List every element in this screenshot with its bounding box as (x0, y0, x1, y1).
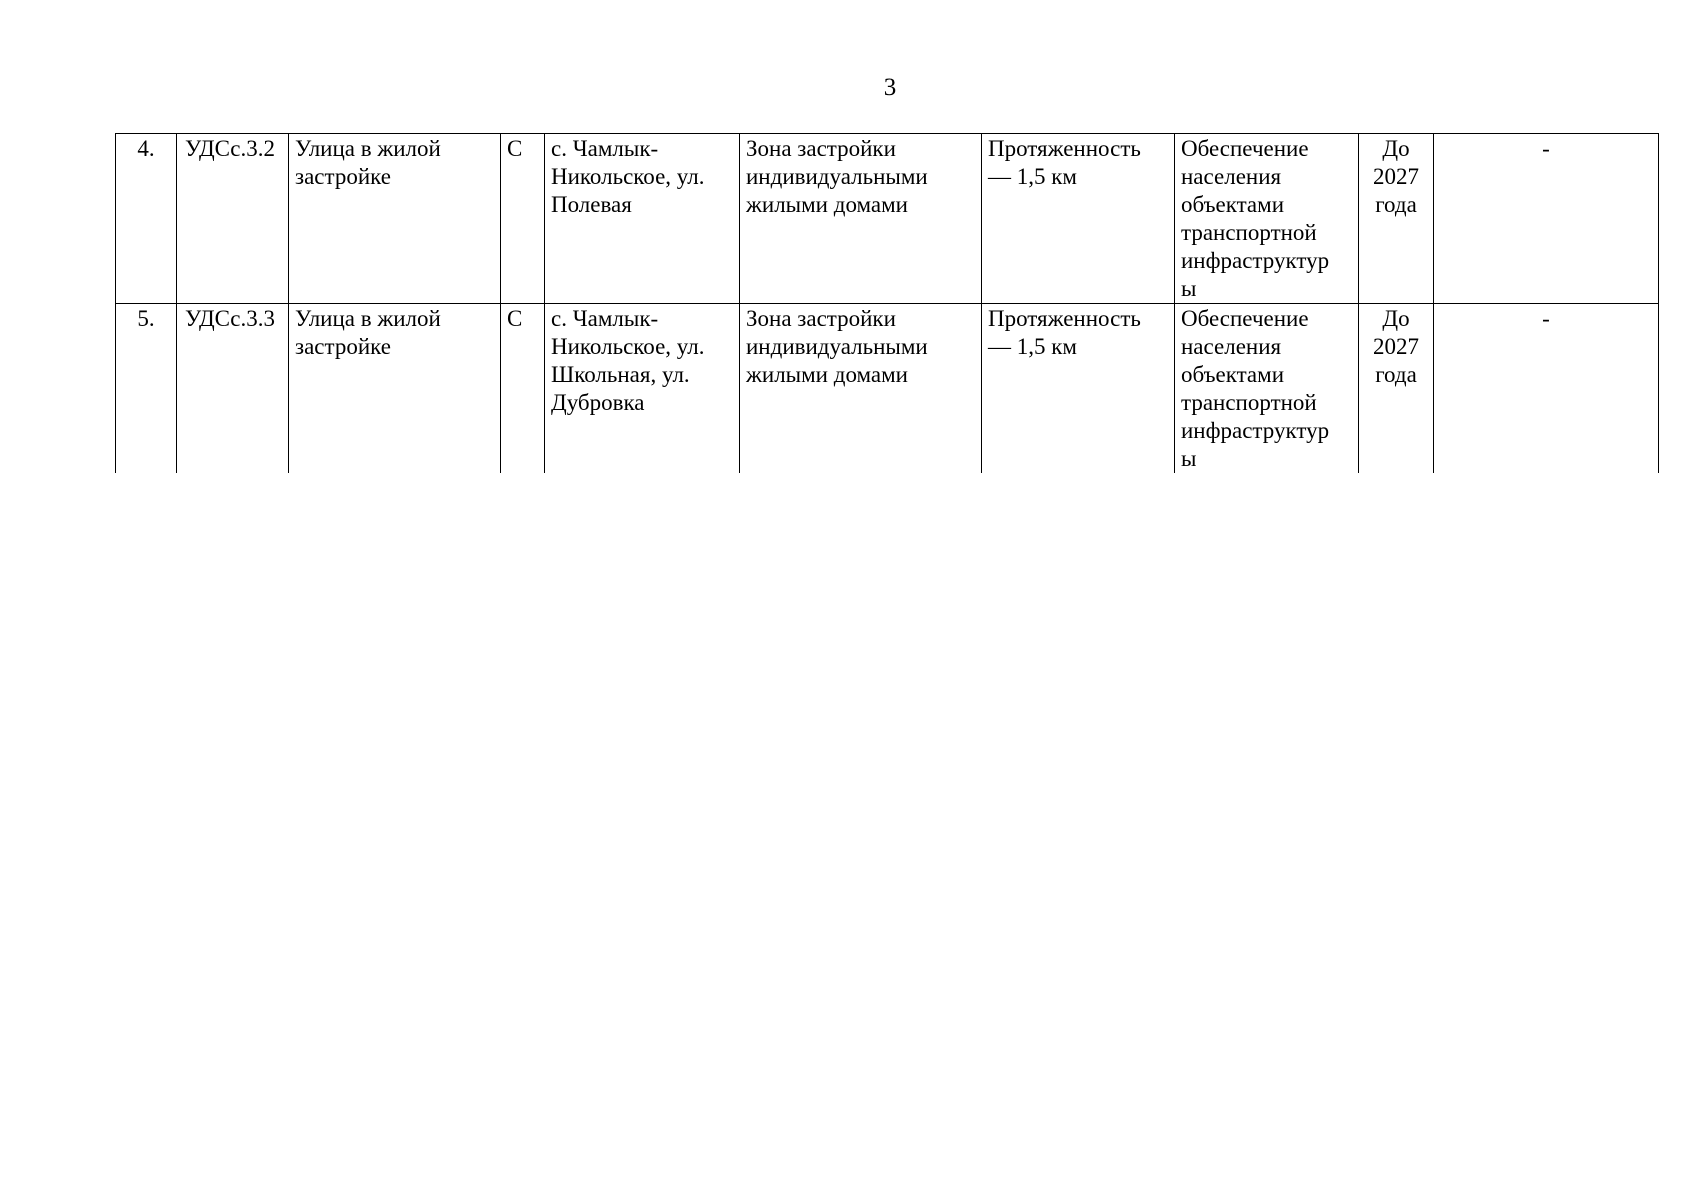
cell-characteristic: Протяженность — 1,5 км (982, 304, 1175, 474)
cell-code: УДСс.3.2 (177, 134, 289, 304)
table-row (116, 304, 1659, 474)
cell-status: С (501, 304, 545, 474)
cell-number: 4. (116, 134, 177, 304)
table-row (116, 134, 1659, 304)
cell-zone: Зона застройки индивидуальными жилыми домами (740, 304, 982, 474)
objects-table (115, 133, 1659, 473)
cell-purpose: Обеспечение населения объектами транспортной инфраструктур ы (1175, 134, 1359, 304)
cell-number: 5. (116, 304, 177, 474)
cell-location: с. Чамлык- Никольское, ул. Школьная, ул. Дубровка (545, 304, 740, 474)
cell-note: - (1434, 134, 1659, 304)
cell-location: с. Чамлык- Никольское, ул. Полевая (545, 134, 740, 304)
cell-term: До 2027 года (1359, 304, 1434, 474)
cell-note: - (1434, 304, 1659, 474)
cell-term: До 2027 года (1359, 134, 1434, 304)
cell-code: УДСс.3.3 (177, 304, 289, 474)
cell-characteristic: Протяженность — 1,5 км (982, 134, 1175, 304)
cell-purpose: Обеспечение населения объектами транспортной инфраструктур ы (1175, 304, 1359, 474)
page-number: 3 (883, 74, 897, 101)
cell-zone: Зона застройки индивидуальными жилыми домами (740, 134, 982, 304)
cell-name: Улица в жилой застройке (289, 134, 501, 304)
cell-name: Улица в жилой застройке (289, 304, 501, 474)
cell-status: С (501, 134, 545, 304)
